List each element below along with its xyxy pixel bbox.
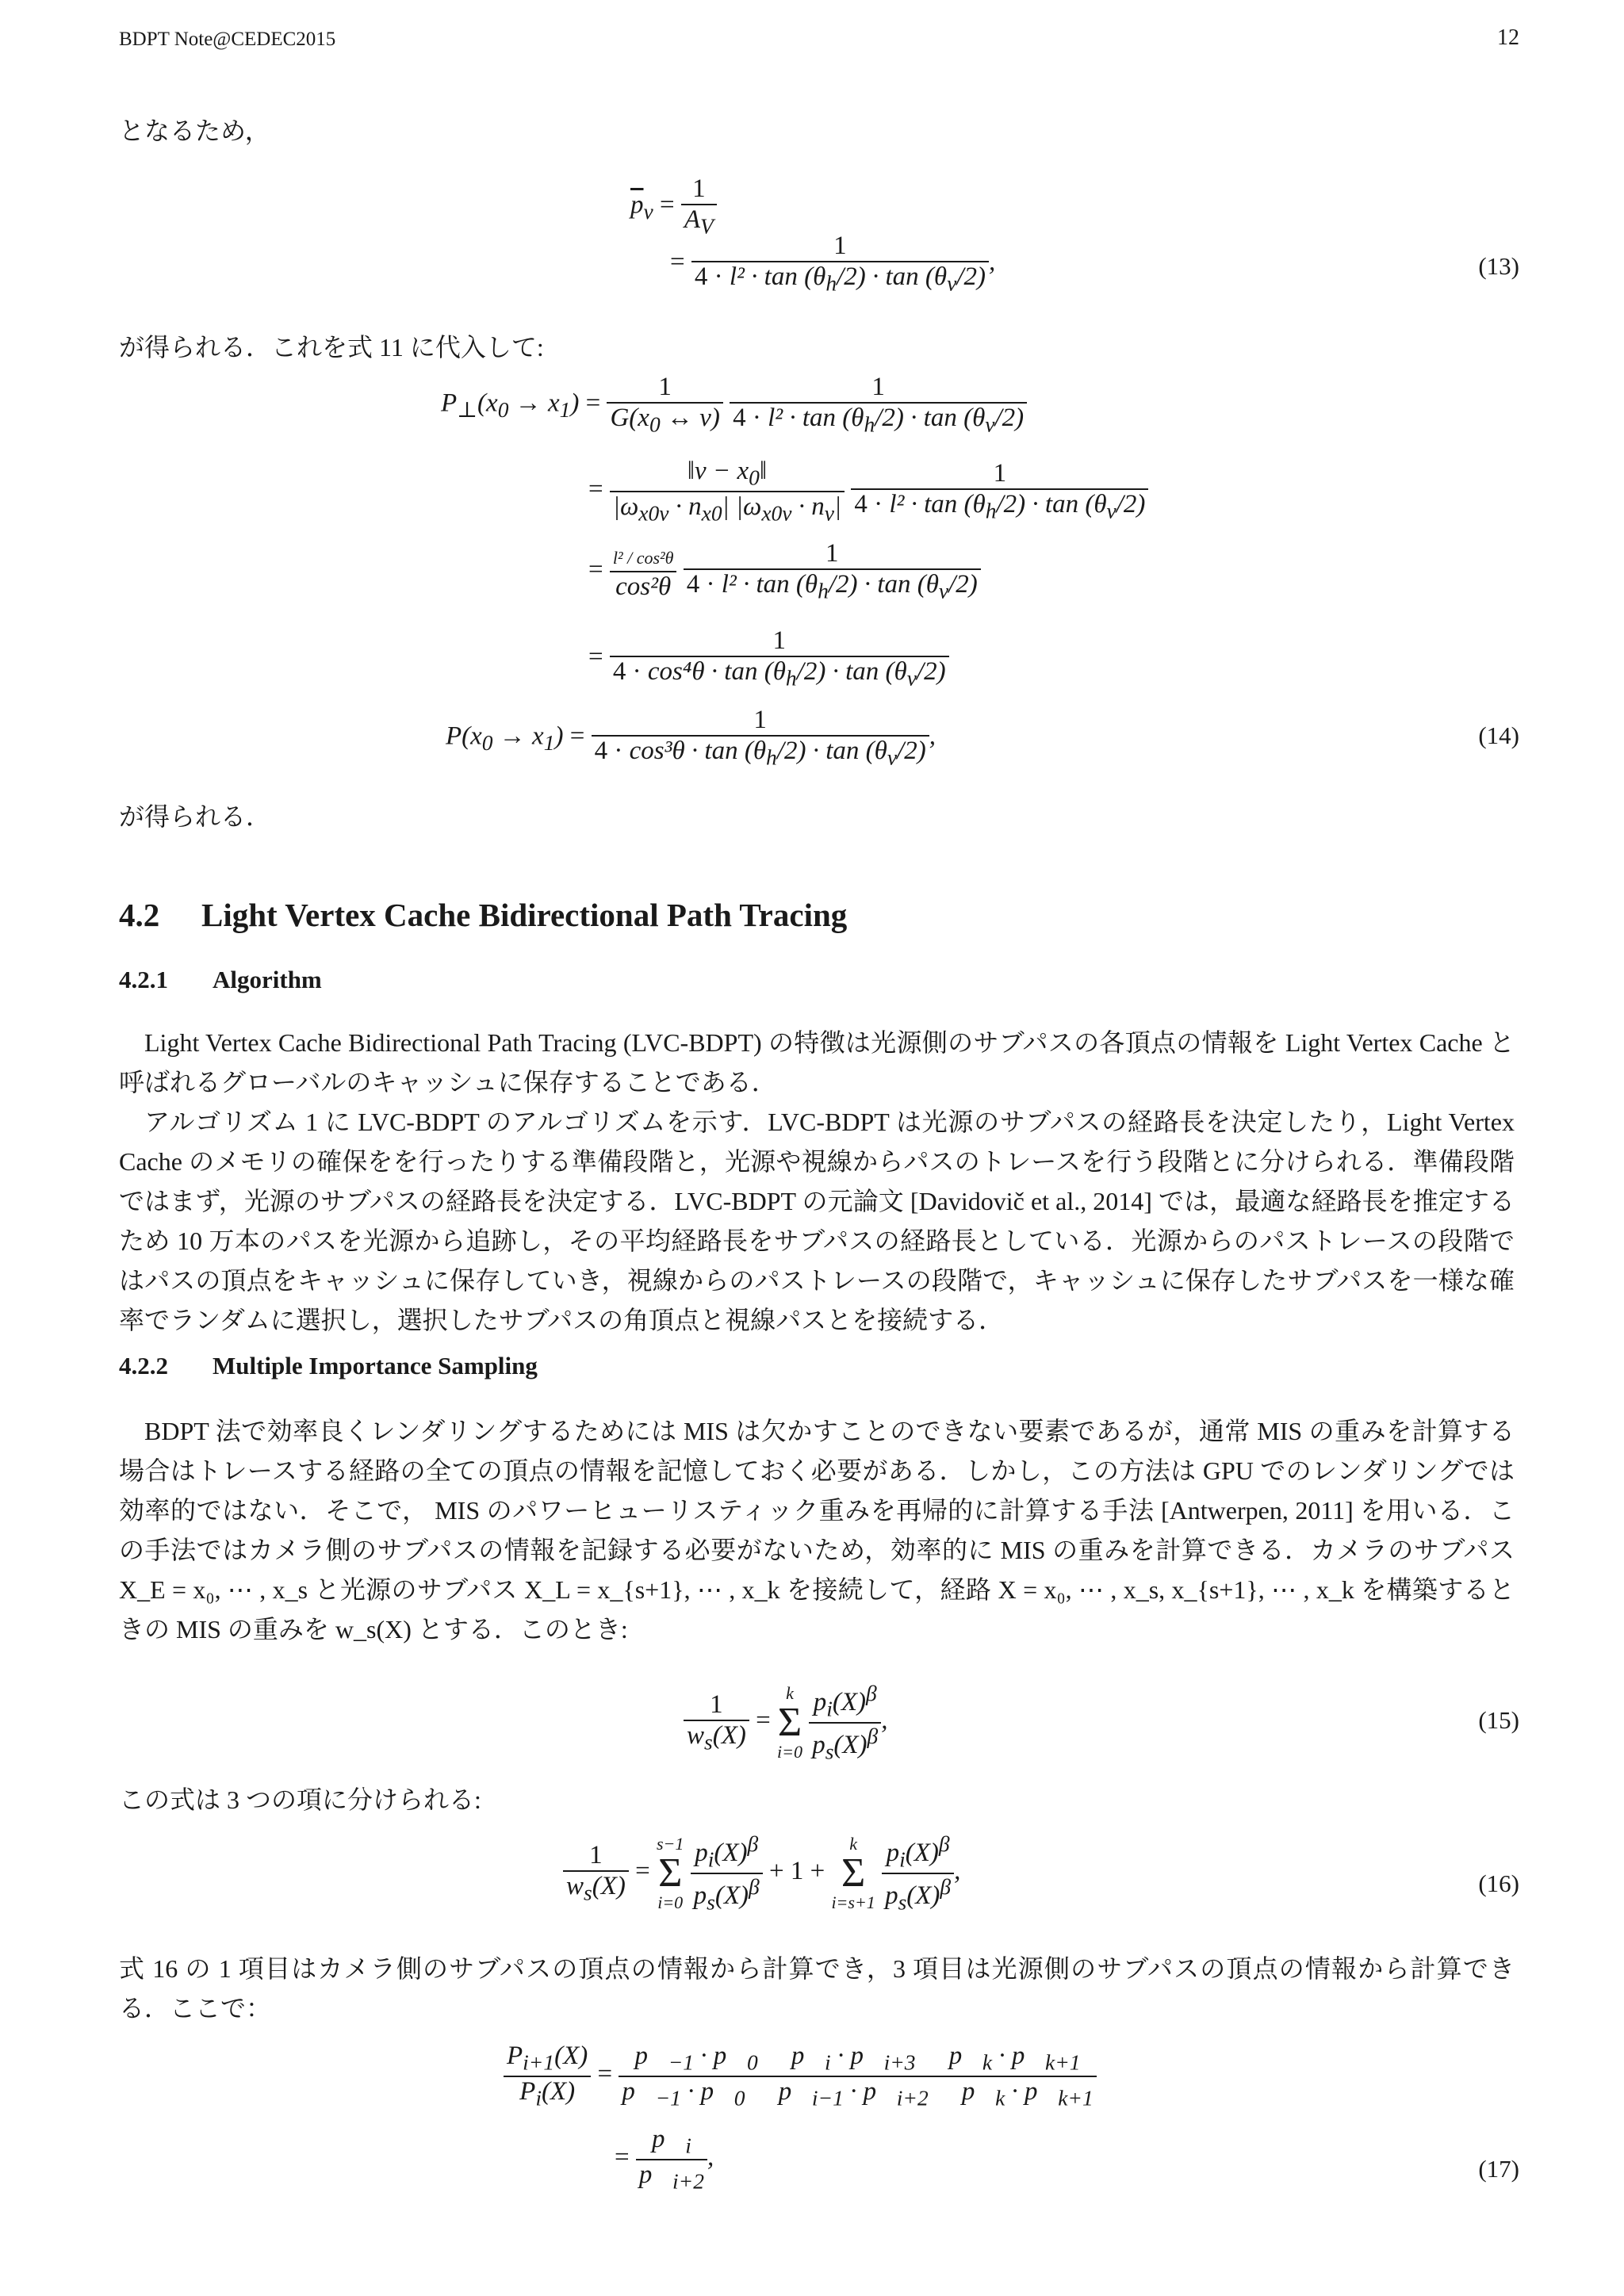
page-number: 12 <box>1497 25 1519 50</box>
subsection-algorithm-heading: 4.2.1 Algorithm <box>119 966 322 993</box>
after-eq14: が得られる． <box>119 802 272 831</box>
section-heading: 4.2 Light Vertex Cache Bidirectional Path Tracing <box>119 897 848 933</box>
paragraph-algorithm: アルゴリズム 1 に LVC-BDPT のアルゴリズムを示す．LVC-BDPT は光源のサブパスの経路長を決定したり，Light Vertex Cache のメモリの確保をを行ったりする準備段階と，光源や視線からパスのトレースを行う段階とに分けられる．準備段階ではまず，光源のサブパスの経路長を決定する．LVC-BDPT の元論文 [Davidovič et al., 2014] では，最適な経路長を推定するため 10 万本のパスを光源から追跡し，その平均経路長をサブパスの経路長としている．光源からのパストレースの段階ではパスの頂点をキャッシュに保存していき，視線からのパストレースの段階で，キャッシュに保存したサブパスを一様な確率でランダムに選択し，選択したサブパスの角頂点と視線パスとを接続する． <box>119 1108 1515 1334</box>
subsection-mis-heading: 4.2.2 Multiple Importance Sampling <box>119 1352 538 1380</box>
eq16-number: (16) <box>1478 1869 1519 1897</box>
paragraph-terms: 式 16 の 1 項目はカメラ側のサブパスの頂点の情報から計算でき，3 項目は光源側のサブパスの頂点の情報から計算できる．ここで： <box>119 1954 1515 2022</box>
eq14-number: (14) <box>1478 721 1519 749</box>
eq13-number: (13) <box>1478 252 1519 280</box>
running-header: BDPT Note@CEDEC2015 <box>119 29 336 50</box>
paragraph-lvc-intro: Light Vertex Cache Bidirectional Path Tracing (LVC-BDPT) の特徴は光源側のサブパスの各頂点の情報を Light Vertex Cache と呼ばれるグローバルのキャッシュに保存することである． <box>119 1028 1515 1096</box>
eq13-line1-lhs: $\overline{p}$ <box>630 190 644 220</box>
eq17-number: (17) <box>1478 2155 1519 2183</box>
intro-line: となるため， <box>119 117 270 145</box>
after-eq13: が得られる．これを式 11 に代入して: <box>119 333 544 362</box>
eq15-number: (15) <box>1478 1706 1519 1734</box>
paragraph-mis: BDPT 法で効率良くレンダリングするためには MIS は欠かすことのできない要素であるが，通常 MIS の重みを計算する場合はトレースする経路の全ての頂点の情報を記憶しておく必要がある．しかし，この方法は GPU でのレンダリングでは効率的ではない．そこで， MIS のパワーヒューリスティック重みを再帰的に計算する手法 [Antwerpen, 2011] を用いる．この手法ではカメラ側のサブパスの情報を記録する必要がないため，効率的に MIS の重みを計算できる．カメラのサブパス X_E = x₀, ⋯ , x_s と光源のサブパス X_L = x_{s+1}, ⋯ , x_k を接続して，経路 X = x₀, ⋯ , x_s, x_{s+1}, ⋯ , x_k を構築するときの MIS の重みを w_s(X) とする．このとき: <box>119 1417 1515 1644</box>
after-eq15: この式は 3 つの項に分けられる: <box>119 1785 481 1814</box>
